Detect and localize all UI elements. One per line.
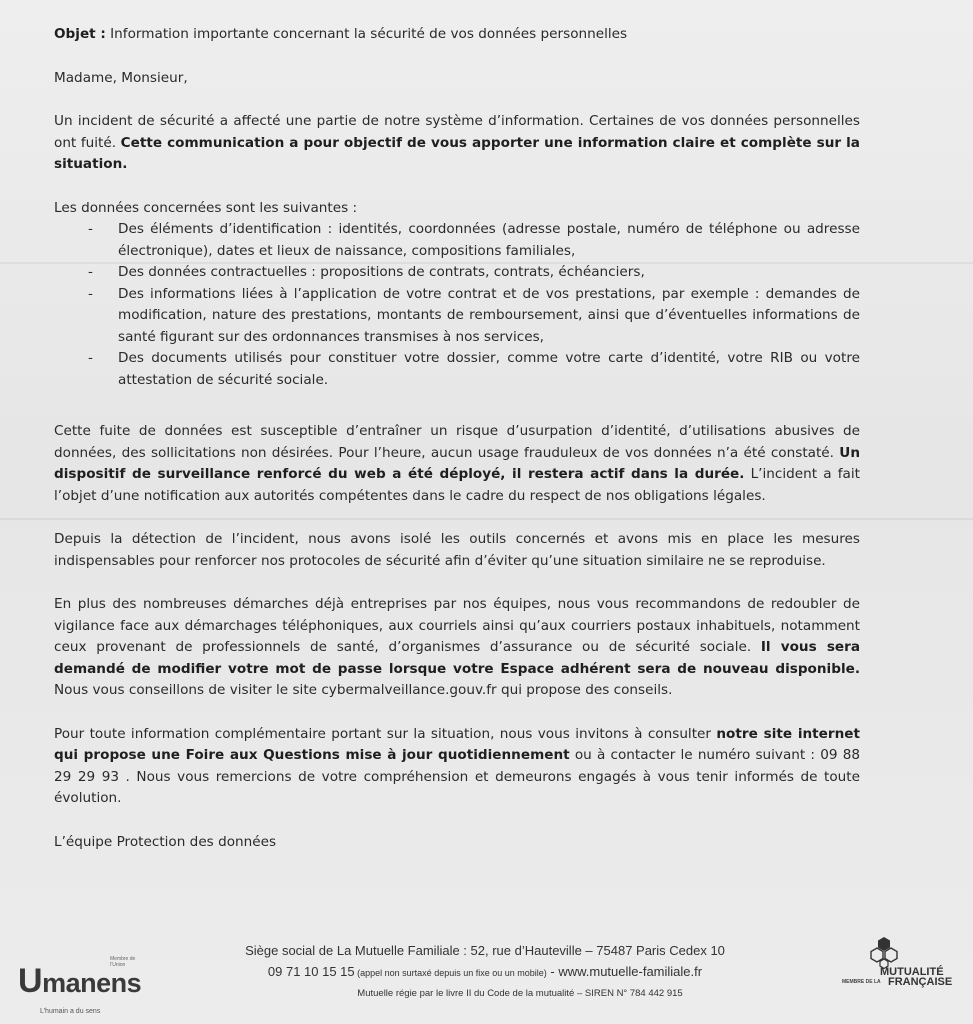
list-dash: -	[88, 264, 93, 280]
mutualite-logo	[842, 936, 962, 1006]
list-item-text: Des éléments d’identification : identités, coordonnées (adresse postale, numéro de téléphone ou adresse électronique), dates et lieux de naissance, compositions familiales,	[118, 221, 860, 259]
subject-line	[54, 24, 860, 46]
paragraph-incident	[54, 111, 860, 176]
paragraph-text: Un incident de sécurité a affecté une partie de notre système d’information. Certaines de vos données personnelles ont fuité.	[54, 113, 860, 151]
list-item	[54, 284, 860, 349]
footer-phone: 09 71 10 15 15	[267, 964, 355, 979]
list-item	[54, 348, 860, 391]
subject-label: Objet :	[54, 26, 106, 42]
umanens-logo	[18, 956, 148, 1018]
list-dash: -	[88, 221, 93, 237]
mutualite-line1: MUTUALITÉ	[880, 966, 944, 978]
list-item	[54, 219, 860, 262]
signature: L’équipe Protection des données	[54, 833, 277, 850]
footer-contact-line	[230, 961, 740, 984]
logo-member-text: Membre de l’Union	[110, 956, 136, 968]
paragraph-contact	[54, 724, 860, 810]
list-item-text: Des informations liées à l’application de votre contrat et de vos prestations, par exemple : demandes de modification, nature des prestations, montants de remboursement, ainsi que d’éventuelles informations de santé figurant sur des ordonnances transmises à nos services,	[118, 285, 860, 345]
paragraph-vigilance	[54, 594, 860, 702]
logo-brand-u: U	[18, 962, 43, 1000]
paragraph-bold: Un dispositif de surveillance renforcé du web a été déployé, il restera actif dans la durée.	[54, 444, 860, 482]
footer-website: - www.mutuelle-familiale.fr	[546, 964, 703, 979]
paragraph-bold: notre site internet qui propose une Foire aux Questions mise à jour quotidiennement	[54, 725, 861, 763]
list-intro: Les données concernées sont les suivantes :	[54, 199, 358, 216]
paragraph-measures: Depuis la détection de l’incident, nous avons isolé les outils concernés et avons mis en place les mesures indispensables pour renforcer nos protocoles de sécurité afin d’éviter qu’une situation similaire ne se reproduise.	[54, 531, 860, 569]
mutualite-line2: MEMBRE DE LA	[842, 979, 881, 985]
paragraph-text: ou à contacter le numéro suivant : 09 88 29 29 93 . Nous vous remercions de votre compréhension et demeurons engagés à vous tenir informés de toute évolution.	[54, 747, 860, 806]
salutation: Madame, Monsieur,	[54, 69, 188, 86]
logo-brand-rest: manens	[42, 968, 142, 998]
subject-text: Information importante concernant la sécurité de vos données personnelles	[105, 26, 628, 42]
paragraph-text: Cette fuite de données est susceptible d’entraîner un risque d’usurpation d’identité, d’utilisations abusives de données, des sollicitations non désirées. Pour l’heure, aucun usage frauduleux de vos données n’a été constaté.	[54, 423, 860, 461]
paragraph-text: Pour toute information complémentaire portant sur la situation, nous vous invitons à consulter	[54, 725, 717, 742]
list-dash: -	[88, 350, 93, 366]
footer-legal: Mutuelle régie par le livre II du Code de la mutualité – SIREN N° 784 442 915	[357, 988, 683, 999]
footer-phone-note: (appel non surtaxé depuis un fixe ou un mobile)	[354, 968, 547, 978]
mutualite-line3: FRANÇAISE	[888, 976, 953, 988]
paragraph-bold: Cette communication a pour objectif de vous apporter une information claire et complète sur la situation.	[54, 134, 860, 172]
list-item-text: Des documents utilisés pour constituer votre dossier, comme votre carte d’identité, votre RIB ou votre attestation de sécurité sociale.	[118, 350, 860, 388]
list-item	[54, 262, 860, 284]
letter-body	[54, 24, 860, 853]
footer-address: Siège social de La Mutuelle Familiale : 52, rue d’Hauteville – 75487 Paris Cedex 10	[245, 943, 725, 958]
paragraph-risk	[54, 421, 860, 507]
logo-brand	[18, 962, 141, 1001]
paragraph-text: Nous vous conseillons de visiter le site cybermalveillance.gouv.fr qui propose des conseils.	[54, 682, 673, 698]
list-dash: -	[88, 285, 93, 302]
footer-address-block	[230, 940, 740, 984]
list-item-text: Des données contractuelles : propositions de contrats, contrats, échéanciers,	[118, 264, 645, 280]
hexagon-cluster-icon	[864, 936, 904, 970]
logo-tagline: L’humain a du sens	[40, 1008, 101, 1015]
paragraph-text: En plus des nombreuses démarches déjà entreprises par nos équipes, nous vous recommandons de redoubler de vigilance face aux démarchages téléphoniques, aux courriels ainsi qu’aux courriers postaux inhabituels, notamment ceux provenant de professionnels de santé, d’organismes d’assurance ou de sécurité sociale.	[54, 596, 860, 655]
paragraph-bold: Il vous sera demandé de modifier votre mot de passe lorsque votre Espace adhérent sera de nouveau disponible.	[54, 639, 861, 677]
letter-footer	[0, 936, 973, 1024]
paragraph-text: L’incident a fait l’objet d’une notification aux autorités compétentes dans le cadre du respect de nos obligations légales.	[54, 466, 860, 504]
data-list	[54, 219, 860, 391]
